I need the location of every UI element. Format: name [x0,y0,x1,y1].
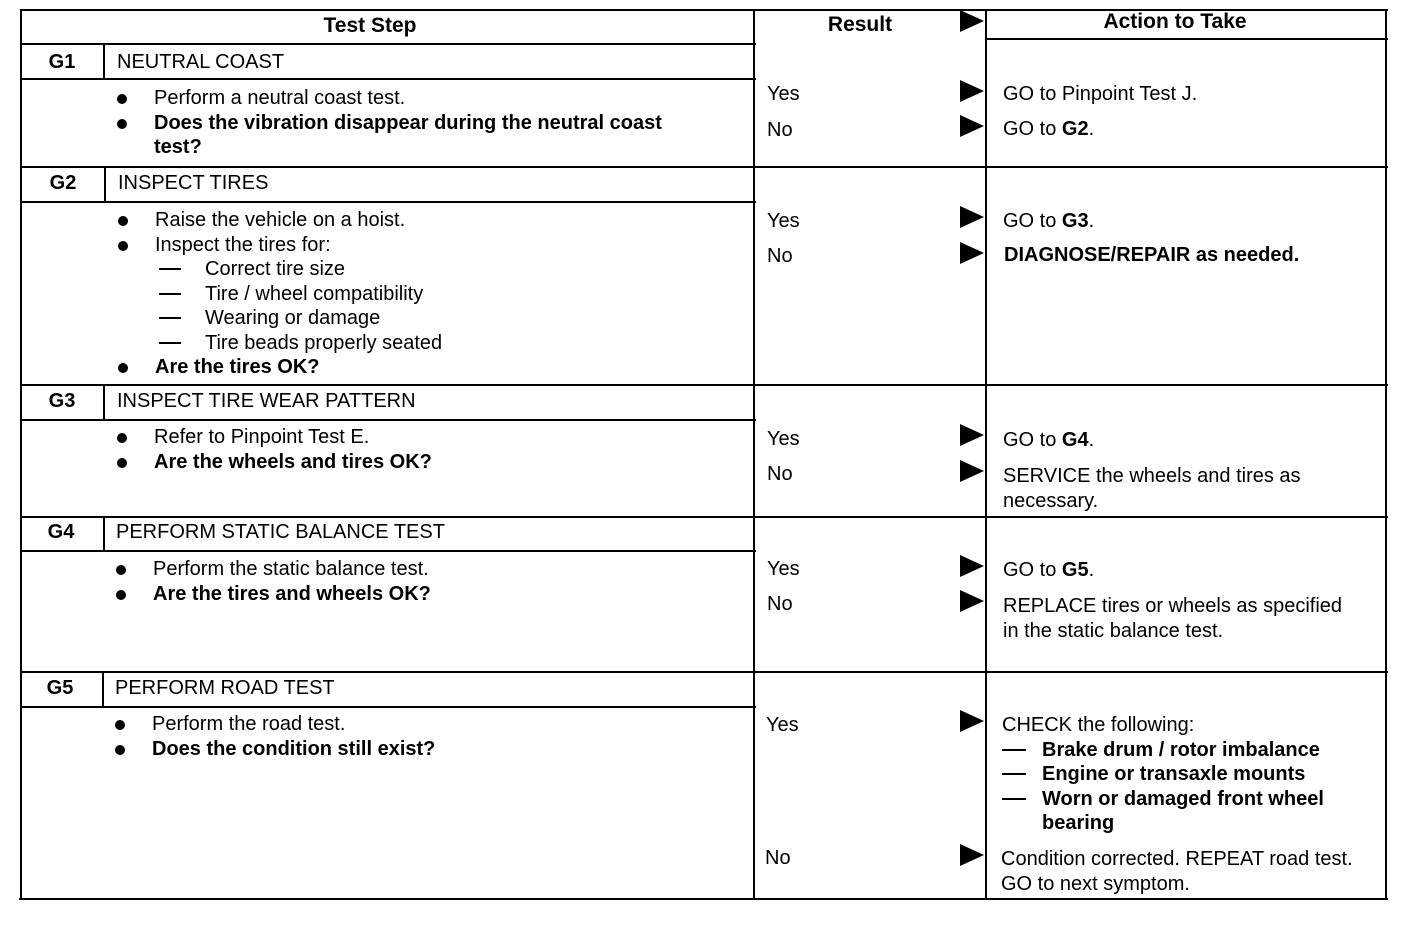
rule [20,201,756,203]
rule [20,166,1388,168]
step-code: G3 [48,390,76,412]
step-code: G4 [47,521,75,543]
result-yes: Yes [766,714,799,736]
step-code: G2 [49,172,77,194]
dash-icon [1002,749,1026,751]
dash-icon [1002,798,1026,800]
step-item: Refer to Pinpoint Test E. [154,426,370,448]
step-items [116,86,716,160]
rule [19,898,1388,900]
action-yes [1002,713,1377,836]
step-title: PERFORM ROAD TEST [115,677,335,699]
rule [986,38,1388,40]
action-yes-text: CHECK the following: [1002,714,1195,736]
action-yes: GO to G4. [1003,429,1095,451]
rule [20,671,1388,673]
rule [20,384,1388,386]
step-item: Perform the road test. [152,713,346,735]
arrow-icon [960,460,984,482]
result-yes: Yes [767,83,800,105]
rule [104,166,106,203]
action-yes: GO to G3. [1003,210,1095,232]
rule [103,43,105,79]
step-subitem: Tire / wheel compatibility [205,282,424,305]
rule [753,9,755,900]
step-question: Does the vibration disappear during the neutral coast test? [154,111,662,158]
result-yes: Yes [767,210,800,232]
result-no: No [765,847,791,869]
result-yes: Yes [767,558,800,580]
action-subitem: Brake drum / rotor imbalance [1002,738,1377,763]
step-question: Are the tires OK? [155,356,320,378]
step-item: Perform a neutral coast test. [154,87,406,109]
result-no: No [767,463,793,485]
arrow-icon [960,242,984,264]
step-code: G1 [48,51,76,73]
arrow-icon [960,590,984,612]
step-subitem: Tire beads properly seated [205,331,443,354]
arrow-icon [960,115,984,137]
arrow-icon [960,844,984,866]
header-test-step: Test Step [323,14,417,37]
step-item: Raise the vehicle on a hoist. [155,209,406,231]
rule [20,78,756,80]
result-no: No [767,245,793,267]
rule [20,419,756,421]
step-item: Inspect the tires for: [155,233,331,256]
action-no: Condition corrected. REPEAT road test. GO to next symptom. [1001,848,1353,895]
rule [20,516,1388,518]
arrow-icon [960,80,984,102]
rule [103,384,105,421]
arrow-icon [960,424,984,446]
rule [103,516,105,552]
dash-icon [1002,773,1026,775]
step-item: Perform the static balance test. [153,558,429,580]
result-yes: Yes [767,428,800,450]
rule [20,706,756,708]
arrow-icon [960,710,984,732]
arrow-icon [960,206,984,228]
action-subitem: Engine or transaxle mounts [1002,762,1377,787]
rule [1385,9,1387,900]
action-subitem: Worn or damaged front wheel bearing [1002,787,1372,836]
step-items [114,712,714,761]
action-no: GO to G2. [1003,118,1095,140]
result-no: No [767,119,793,141]
header-arrow-icon [960,10,984,32]
header-result: Result [827,13,893,36]
header-action: Action to Take [1103,10,1247,33]
step-title: INSPECT TIRE WEAR PATTERN [117,390,416,412]
action-yes: GO to G5. [1003,559,1095,581]
step-items [116,425,716,474]
result-no: No [767,593,793,615]
rule [20,550,756,552]
step-question: Are the wheels and tires OK? [154,450,432,473]
step-items [115,557,715,606]
rule [985,9,987,900]
action-no: REPLACE tires or wheels as specified in the static balance test. [1003,595,1343,642]
action-no: DIAGNOSE/REPAIR as needed. [1004,244,1300,266]
step-subitem: Wearing or damage [205,307,381,329]
step-items [117,208,717,380]
rule [20,43,756,45]
arrow-icon [960,555,984,577]
rule [102,671,104,708]
step-title: NEUTRAL COAST [117,51,285,73]
step-subitem: Correct tire size [205,258,346,280]
action-no: SERVICE the wheels and tires as necessary. [1003,465,1301,512]
step-question: Does the condition still exist? [152,737,436,760]
step-code: G5 [46,677,74,699]
step-question: Are the tires and wheels OK? [153,582,431,605]
step-title: INSPECT TIRES [118,172,269,194]
rule [20,9,22,900]
step-title: PERFORM STATIC BALANCE TEST [116,521,445,543]
action-yes: GO to Pinpoint Test J. [1003,83,1198,105]
